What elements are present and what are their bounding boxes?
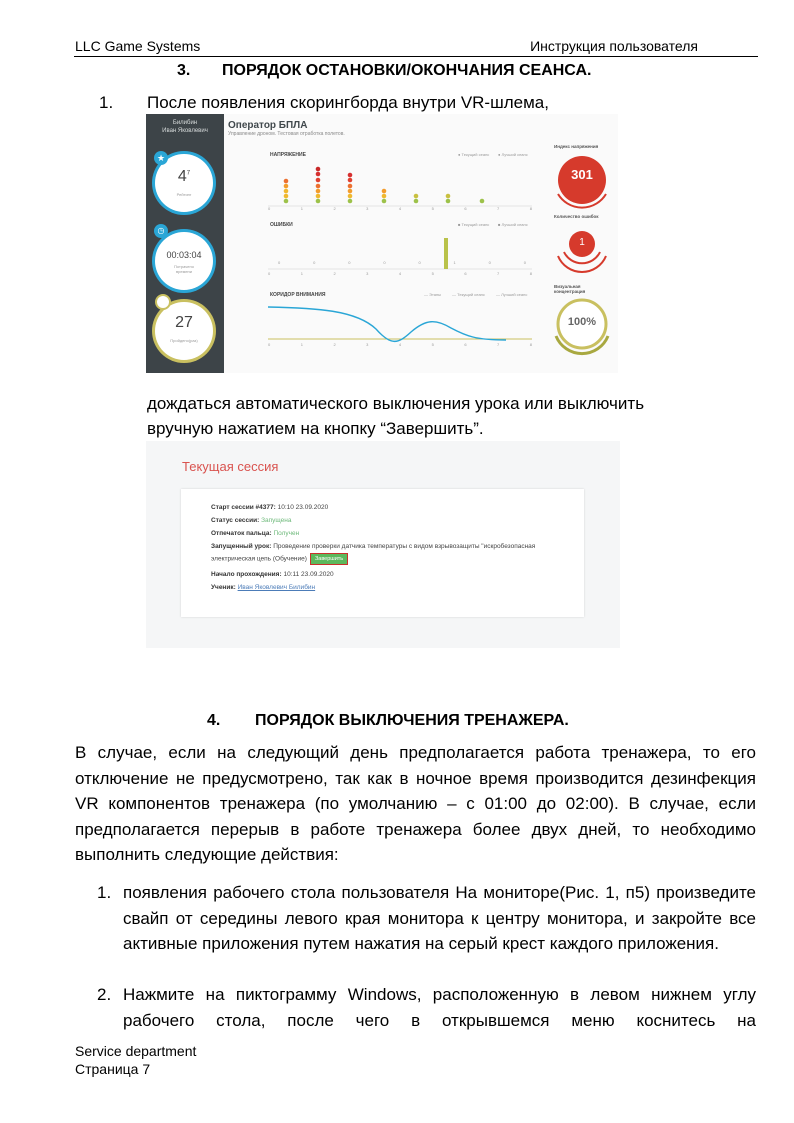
errors-label: ОШИБКИ bbox=[270, 222, 293, 228]
scoreboard-title: Оператор БПЛА bbox=[228, 120, 308, 131]
errors-count-label: Количество ошибок bbox=[554, 214, 599, 219]
time-value: 00:03:04 bbox=[166, 250, 202, 260]
errors-legend-current: ■ Текущий сеанс bbox=[458, 222, 490, 227]
finish-button[interactable]: Завершить bbox=[310, 553, 348, 565]
visual-label: Визуальная концентрация bbox=[554, 284, 586, 294]
visual-value: 100% bbox=[567, 316, 597, 328]
session-lesson-line1: Запущенный урок: Проведение проверки датчика температуры с видом взрывозащиты "искробезопасная bbox=[211, 543, 536, 550]
list-item2-text: Нажмите на пиктограмму Windows, расположенную в левом нижнем углу рабочего стола, после чего в открывшемся меню коснитесь на bbox=[123, 985, 756, 1030]
header-company: LLC Game Systems bbox=[75, 38, 201, 54]
user-name: Иван Яковлевич bbox=[162, 128, 208, 134]
user-surname: Билибин bbox=[172, 120, 198, 126]
rating-value: $4^7$ bbox=[177, 168, 191, 185]
step1-number: 1. bbox=[99, 93, 114, 112]
header-divider bbox=[74, 56, 758, 57]
section3-number: 3. bbox=[177, 62, 191, 79]
errors-legend-best: ■ Лучший сеанс bbox=[498, 222, 528, 227]
errors-values: 0 0 0 0 0 1 0 0 bbox=[278, 260, 526, 265]
attention-curve bbox=[268, 307, 506, 341]
step1-text: После появления скорингборда внутри VR-шлема, bbox=[147, 93, 549, 112]
session-screenshot bbox=[146, 441, 620, 648]
scoreboard-charts bbox=[146, 114, 618, 373]
session-finger: Отпечаток пальца: Получен bbox=[211, 530, 300, 537]
session-start: Старт сессии #4377: 10:10 23.09.2020 bbox=[211, 504, 329, 511]
section4-title: ПОРЯДОК ВЫКЛЮЧЕНИЯ ТРЕНАЖЕРА. bbox=[255, 712, 569, 729]
clock-icon: ◷ bbox=[154, 224, 168, 238]
time-label: Потрачено времени bbox=[174, 264, 194, 274]
errors-count-value: 1 bbox=[579, 237, 585, 248]
student-link[interactable]: Иван Яковлевич Билибин bbox=[237, 584, 316, 591]
session-title: Текущая сессия bbox=[182, 459, 279, 474]
passes-label: Пройдено(раз) bbox=[170, 338, 198, 343]
attention-axis: 0 1 2 3 4 5 6 7 8 bbox=[268, 342, 532, 347]
tension-legend-best: ● Лучший сеанс bbox=[498, 152, 528, 157]
session-card bbox=[181, 489, 584, 617]
passes-value: 27 bbox=[175, 314, 193, 331]
header-doc-title: Инструкция пользователя bbox=[530, 38, 698, 54]
session-begin: Начало прохождения: 10:11 23.09.2020 bbox=[211, 571, 334, 578]
tension-dots bbox=[284, 167, 485, 204]
session-student: Ученик: Иван Яковлевич Билибин bbox=[211, 584, 316, 591]
list-item1-number: 1. bbox=[97, 883, 112, 902]
star-icon: ★ bbox=[154, 151, 168, 165]
after-image-line1: дождаться автоматического выключения урока или выключить bbox=[147, 394, 645, 413]
index-value: 301 bbox=[571, 167, 593, 182]
list-item2-number: 2. bbox=[97, 985, 112, 1004]
scoreboard-screenshot bbox=[146, 114, 618, 373]
section4-paragraph: В случае, если на следующий день предполагается работа тренажера, то его отключение не предусмотрено, так как в ночное время производится дезинфекция VR компонентов тренажера (по умолчанию – с 01:00 до 02:00). В случае, если предполагается перерыв в работе тренажера более двух дней, то необходимо выполнить следующие действия: bbox=[75, 743, 756, 864]
session-lesson-line2: электрическая цепь (Обучение) Завершить bbox=[211, 553, 348, 565]
attention-legend-best: — Лучший сеанс bbox=[496, 292, 528, 297]
tension-label: НАПРЯЖЕНИЕ bbox=[270, 152, 306, 158]
section4-number: 4. bbox=[207, 712, 221, 729]
errors-axis: 0 1 2 3 4 5 6 7 8 bbox=[268, 271, 532, 276]
session-status: Статус сессии: Запущена bbox=[211, 517, 292, 524]
after-image-line2: вручную нажатием на кнопку “Завершить”. bbox=[147, 419, 484, 438]
footer-department: Service department bbox=[75, 1043, 197, 1059]
attention-label: КОРИДОР ВНИМАНИЯ bbox=[270, 292, 326, 298]
attention-legend-current: — Текущий сеанс bbox=[452, 292, 485, 297]
tension-legend-current: ● Текущий сеанс bbox=[458, 152, 490, 157]
rating-label: Рейтинг bbox=[176, 192, 192, 197]
attention-legend-stages: — Этапы bbox=[424, 292, 442, 297]
scoreboard-subtitle: Управление дроном. Тестовая отработка полетов. bbox=[228, 131, 345, 137]
tension-axis: 0 1 2 3 4 5 6 7 8 bbox=[268, 206, 532, 211]
list-item1-text: появления рабочего стола пользователя На мониторе(Рис. 1, п5) произведите свайп от середины левого края монитора к центру монитора, и закройте все активные приложения путем нажатия на серый крест каждого приложения. bbox=[123, 883, 756, 953]
index-label: Индекс напряжения bbox=[554, 144, 599, 149]
footer-page: Страница 7 bbox=[75, 1061, 151, 1077]
section3-title: ПОРЯДОК ОСТАНОВКИ/ОКОНЧАНИЯ СЕАНСА. bbox=[222, 62, 592, 79]
